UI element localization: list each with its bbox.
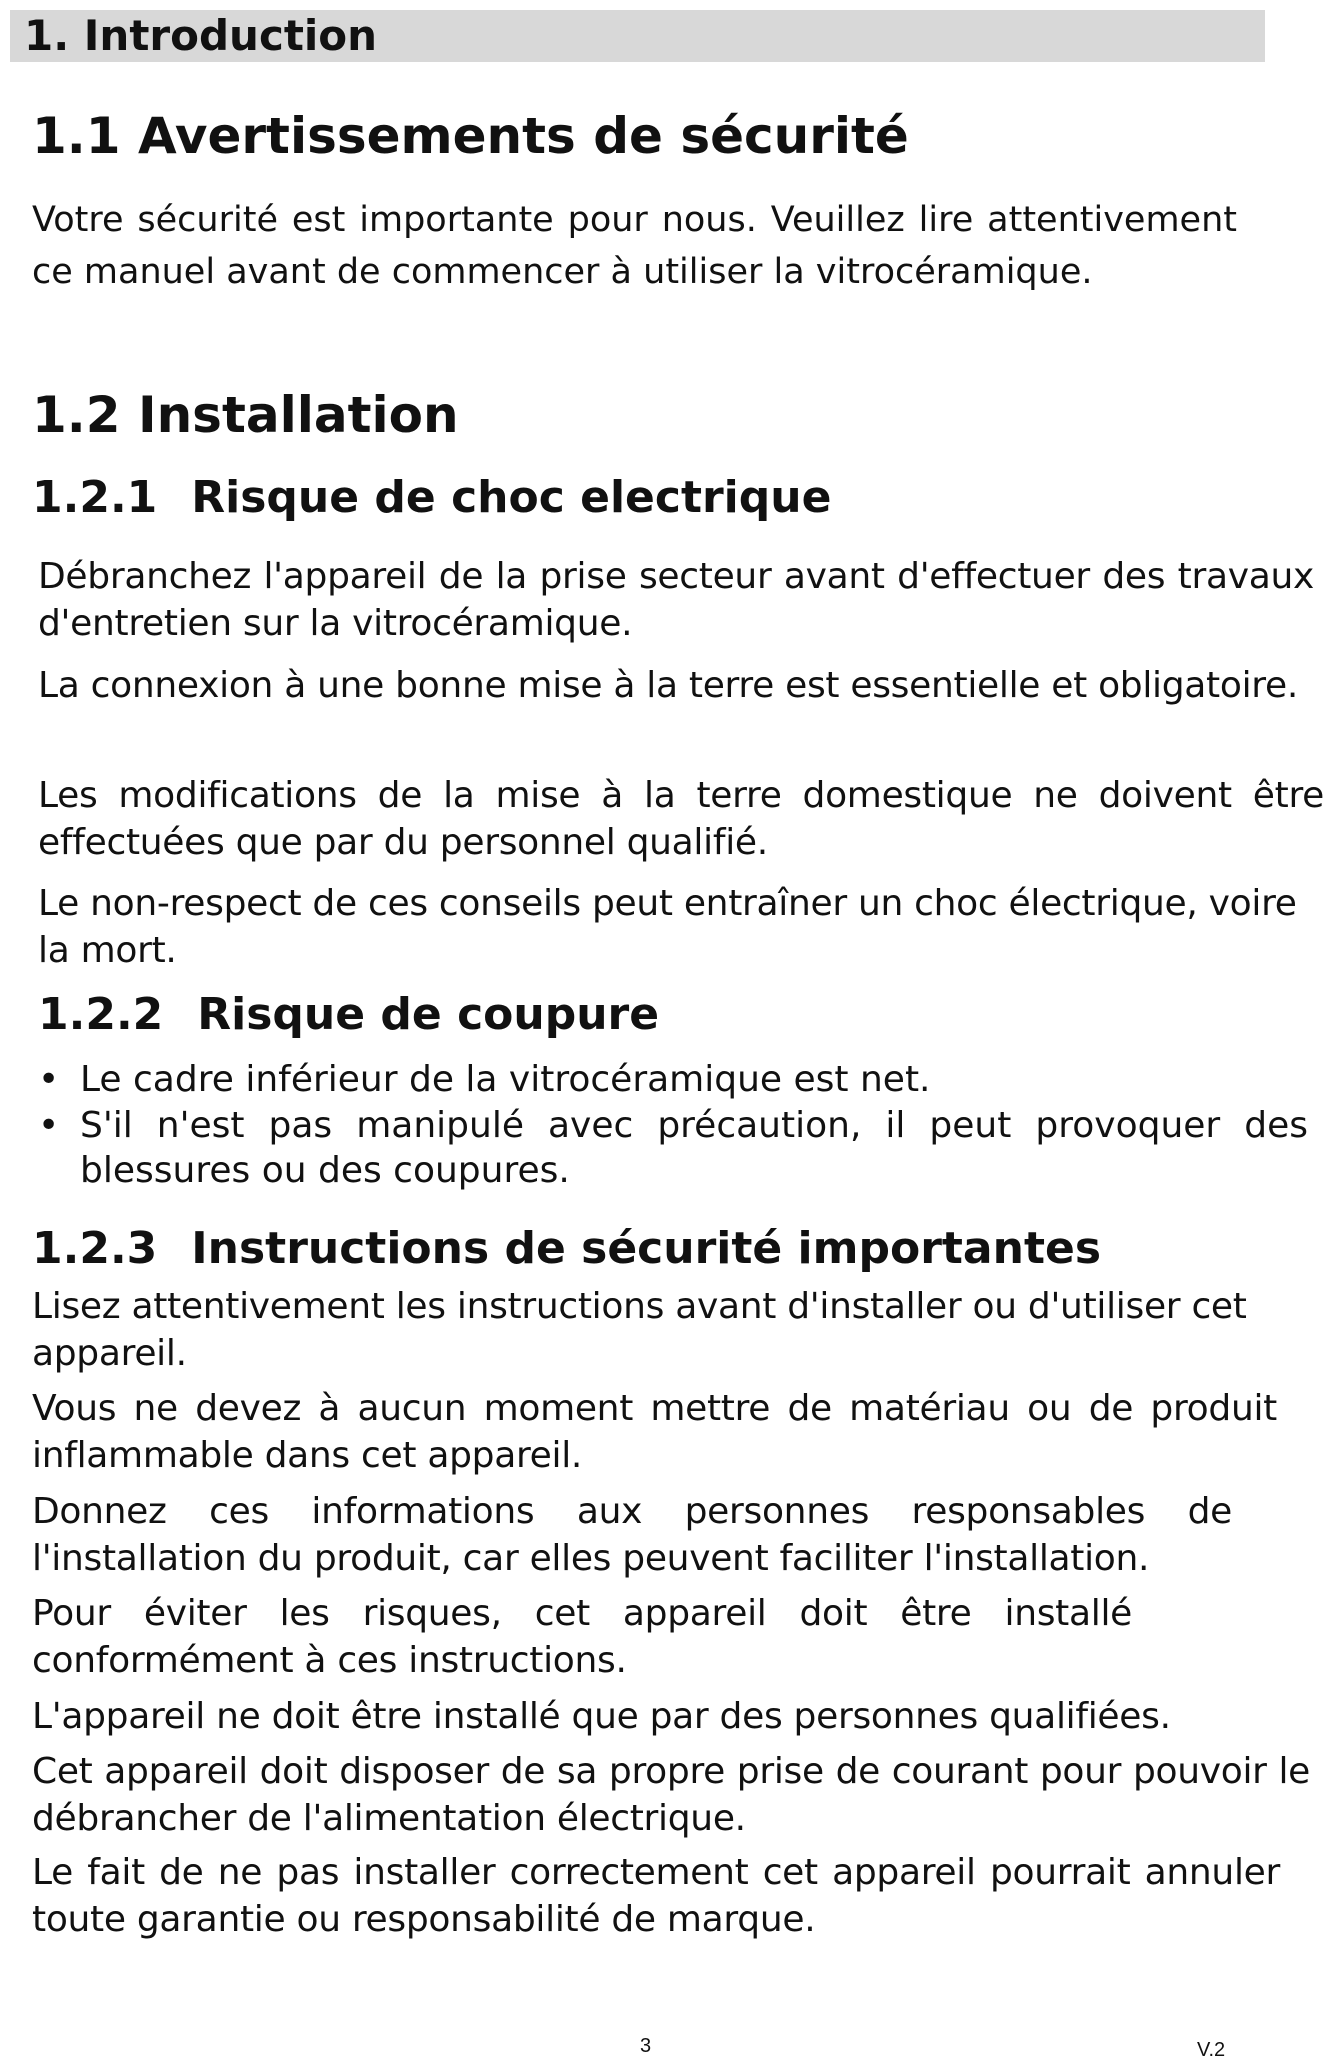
paragraph: Les modifications de la mise à la terre domestique ne doivent être effectuées que par du personnel qualifié.	[38, 775, 1324, 863]
paragraph: Le fait de ne pas installer correctement cet appareil pourrait annuler toute garantie ou responsabilité de marque.	[32, 1852, 1280, 1940]
version-label: V.2	[1197, 2039, 1226, 2061]
paragraph: Donnez ces informations aux personnes responsables de l'installation du produit, car elles peuvent faciliter l'installation.	[32, 1491, 1232, 1579]
paragraph: Votre sécurité est importante pour nous. Veuillez lire attentivement ce manuel avant de commencer à utiliser la vitrocéramique.	[32, 200, 1237, 292]
subsection-number: 1.2.3	[32, 1223, 158, 1274]
subsection-heading-1-2-3	[32, 1222, 1101, 1276]
paragraph: Vous ne devez à aucun moment mettre de matériau ou de produit inflammable dans cet appareil.	[32, 1388, 1277, 1476]
chapter-title: 1. Introduction	[24, 11, 378, 60]
paragraph: Pour éviter les risques, cet appareil doit être installé conformément à ces instructions.	[32, 1593, 1132, 1681]
paragraph: Le non-respect de ces conseils peut entraîner un choc électrique, voire la mort.	[38, 883, 1297, 971]
list-item: • S'il n'est pas manipulé avec précaution, il peut provoquer des blessures ou des coupures.	[38, 1105, 1308, 1191]
subsection-number: 1.2.1	[32, 472, 158, 523]
bullet-icon: •	[38, 1059, 60, 1100]
subsection-title: Instructions de sécurité importantes	[191, 1223, 1102, 1274]
paragraph: Lisez attentivement les instructions avant d'installer ou d'utiliser cet appareil.	[32, 1286, 1247, 1374]
subsection-heading-1-2-1	[32, 471, 831, 525]
subsection-title: Risque de coupure	[197, 989, 660, 1040]
bullet-list	[32, 1057, 1308, 1193]
section-heading-1-2: 1.2 Installation	[32, 386, 459, 444]
subsection-number: 1.2.2	[38, 989, 164, 1040]
paragraph: Débranchez l'appareil de la prise secteur avant d'effectuer des travaux d'entretien sur la vitrocéramique.	[38, 556, 1314, 644]
subsection-heading-1-2-2	[38, 988, 659, 1042]
page-number: 3	[640, 2035, 652, 2057]
bullet-icon: •	[38, 1105, 60, 1146]
section-heading-1-1: 1.1 Avertissements de sécurité	[32, 107, 909, 165]
paragraph: Cet appareil doit disposer de sa propre prise de courant pour pouvoir le débrancher de l'alimentation électrique.	[32, 1751, 1310, 1839]
paragraph: La connexion à une bonne mise à la terre est essentielle et obligatoire.	[38, 665, 1299, 706]
paragraph: L'appareil ne doit être installé que par des personnes qualifiées.	[32, 1696, 1171, 1737]
list-item: • Le cadre inférieur de la vitrocéramique est net.	[38, 1059, 931, 1100]
subsection-title: Risque de choc electrique	[191, 472, 832, 523]
